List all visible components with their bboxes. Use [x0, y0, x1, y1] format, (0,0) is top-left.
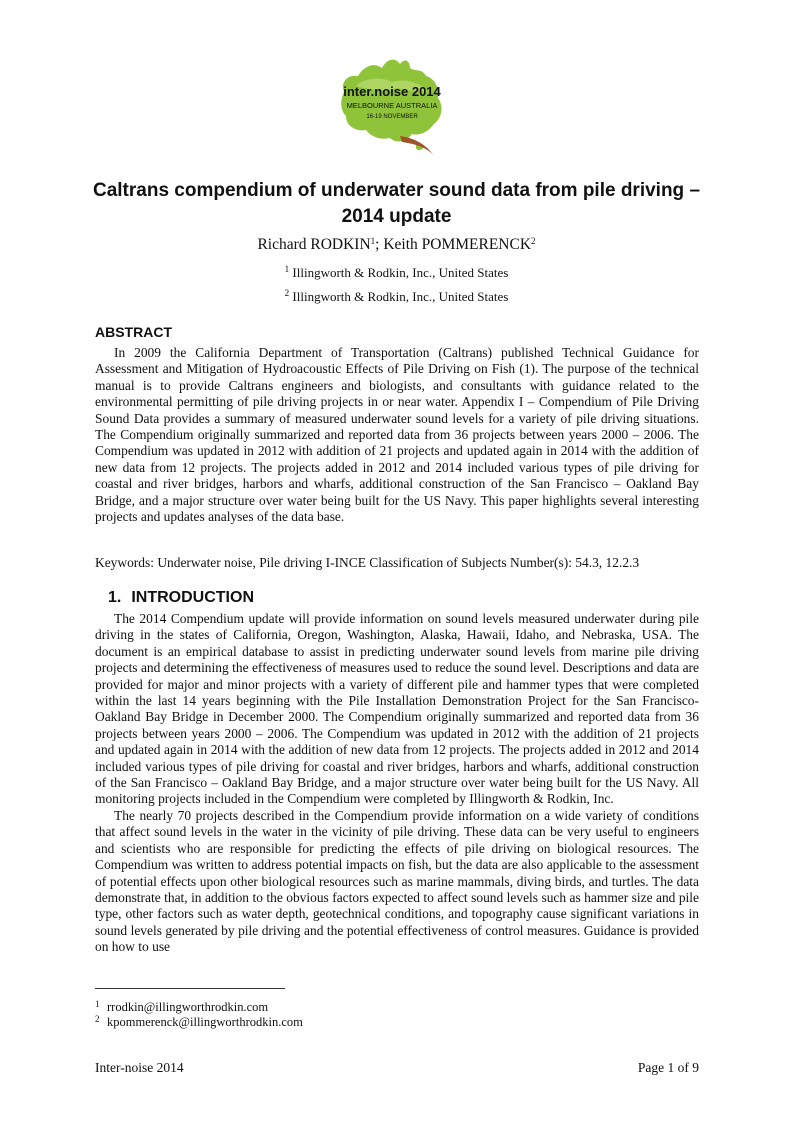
footnote-mark: 2	[95, 1014, 100, 1024]
affiliation-mark: 1	[284, 264, 290, 274]
section-heading	[108, 589, 254, 607]
affiliation-text: Illingworth & Rodkin, Inc., United States	[292, 289, 509, 304]
introduction-paragraph: The 2014 Compendium update will provide information on sound levels measured underwater during pile driving in the states of California, Oregon, Washington, Alaska, Hawaii, Idaho, and Nebraska, USA. The document is an empirical database to assist in predicting underwater sound levels from marine pile driving projects and determining the effectiveness of measures used to reduce the sound level. Descriptions and data are provided for major and minor projects with a variety of different pile and hammer types that were completed within the last 14 years beginning with the Pile Installation Demonstration Project for the San Francisco-Oakland Bay Bridge in December 2000. The Compendium originally summarized and reported data from 36 projects between years 2000 – 2006. The Compendium was updated in 2012 with the addition of 21 projects and updated again in 2014 with the addition of new data from 12 projects. The projects added in 2012 and 2014 included various types of pile driving for coastal and river bridges, harbors and wharfs, additional construction of the San Francisco – Oakland Bay Bridge, and a major structure over water being built for the US Navy. All monitoring projects included in the Compendium were completed by Illingworth & Rodkin, Inc.	[95, 611, 699, 807]
abstract-body	[95, 345, 699, 525]
logo-dates: 16-19 NOVEMBER	[366, 114, 418, 120]
footnote-email[interactable]: rrodkin@illingworthrodkin.com	[107, 1000, 269, 1014]
conference-logo	[330, 52, 454, 164]
footer-conference: Inter-noise 2014	[95, 1060, 184, 1075]
affiliation-text: Illingworth & Rodkin, Inc., United States	[292, 265, 509, 280]
footer-page-number: Page 1 of 9	[637, 1060, 699, 1075]
title-line-1: Caltrans compendium of underwater sound data from pile driving –	[92, 180, 701, 201]
abstract-heading: ABSTRACT	[95, 324, 172, 340]
affiliation-mark: 2	[284, 288, 290, 298]
affiliation	[0, 265, 793, 281]
author-separator: ;	[375, 236, 384, 253]
author-affiliation-mark: 1	[370, 236, 376, 246]
affiliation	[0, 289, 793, 305]
introduction-paragraph: The nearly 70 projects described in the Compendium provide information on a wide variety of conditions that affect sound levels in the water in the vicinity of pile driving. These data can be very useful to engineers and scientists who are responsible for predicting the effects of pile driving on biological resources. The Compendium was written to address potential impacts on fish, but the data are also applicable to the assessment of potential effects upon other biological resources such as marine mammals, diving birds, and turtles. The data demonstrate that, in addition to the obvious factors expected to affect sound levels such as hammer size and pile type, other factors such as water depth, geotechnical conditions, and topography cause significant variations in sound levels generated by pile driving and the potential effectiveness of control measures. Guidance is provided on how to use	[95, 807, 699, 955]
introduction-body	[95, 611, 699, 956]
footnote-email[interactable]: kpommerenck@illingworthrodkin.com	[107, 1015, 303, 1029]
author-list	[0, 236, 793, 254]
section-number: 1.	[108, 589, 122, 606]
logo-location: MELBOURNE AUSTRALIA	[346, 101, 438, 110]
title-line-2: 2014 update	[341, 206, 452, 227]
paper-title	[80, 178, 713, 230]
author-name: Keith POMMERENCK	[383, 236, 532, 253]
footnote-mark: 1	[95, 999, 100, 1009]
abstract-paragraph: In 2009 the California Department of Transportation (Caltrans) published Technical Guidance for Assessment and Mitigation of Hydroacoustic Effects of Pile Driving on Fish (1). The purpose of the technical manual is to provide Caltrans engineers and biologists, and consultants with guidance related to the environmental permitting of pile driving projects in or near water. Appendix I – Compendium of Pile Driving Sound Data provides a summary of measured underwater sound levels for a variety of pile driving situations. The Compendium originally summarized and reported data from 36 projects between years 2000 – 2006. The Compendium was updated in 2012 with addition of 21 projects and updated again in 2014 with the addition of new data from 12 projects. The projects added in 2012 and 2014 included various types of pile driving for coastal and river bridges, harbors and wharfs, additional construction of the San Francisco – Oakland Bay Bridge, and a major structure over water being built for the US Navy. This paper highlights several interesting projects and updates analyses of the data base.	[95, 345, 699, 525]
logo-title: inter.noise 2014	[343, 84, 441, 99]
footnote	[95, 1012, 303, 1030]
section-title: INTRODUCTION	[131, 589, 254, 606]
footnote-divider	[95, 988, 285, 989]
author-affiliation-mark: 2	[531, 236, 536, 246]
keywords: Keywords: Underwater noise, Pile driving I-INCE Classification of Subjects Number(s): 54.3, 12.2.3	[95, 555, 640, 570]
author-name: Richard RODKIN	[257, 236, 371, 253]
